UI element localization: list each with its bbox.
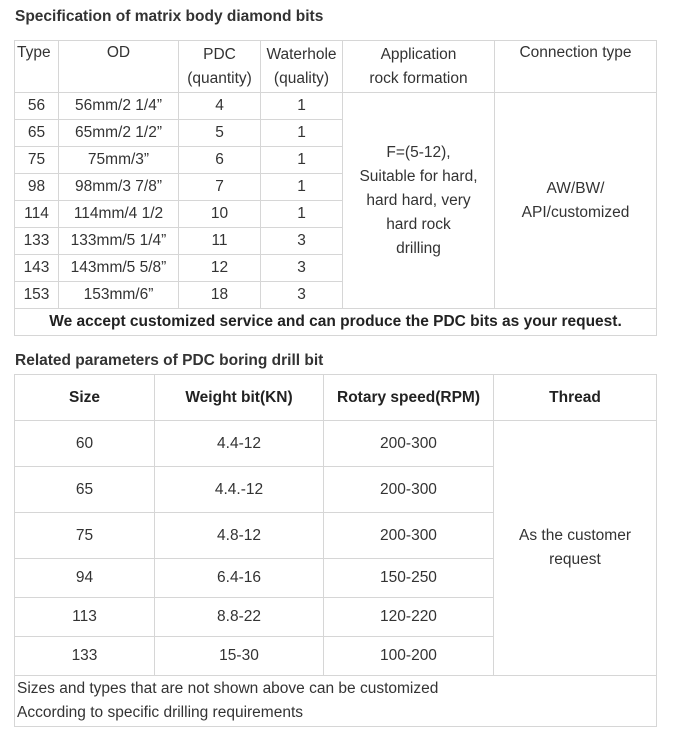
application-line: F=(5-12), <box>386 143 451 161</box>
table-row <box>15 421 657 467</box>
cell-size: 113 <box>15 598 155 637</box>
cell-od: 153mm/6” <box>59 282 179 309</box>
cell-size: 133 <box>15 637 155 676</box>
cell-pdc: 6 <box>179 147 261 174</box>
pdc-parameters-table <box>14 374 657 727</box>
cell-weight: 8.8-22 <box>155 598 324 637</box>
cell-size: 75 <box>15 513 155 559</box>
connection-line: AW/BW/ <box>546 179 605 197</box>
cell-speed: 120-220 <box>324 598 494 637</box>
header-od: OD <box>59 41 179 93</box>
header-waterhole <box>261 41 343 93</box>
cell-waterhole: 1 <box>261 147 343 174</box>
note-line: According to specific drilling requirements <box>17 704 304 721</box>
cell-speed: 100-200 <box>324 637 494 676</box>
thread-line: As the customer <box>519 527 631 544</box>
cell-type: 98 <box>15 174 59 201</box>
note-line: Sizes and types that are not shown above can be customized <box>17 680 439 697</box>
cell-speed: 200-300 <box>324 513 494 559</box>
cell-od: 143mm/5 5/8” <box>59 255 179 282</box>
header-size: Size <box>15 375 155 421</box>
cell-waterhole: 3 <box>261 228 343 255</box>
header-application-line1: Application <box>380 45 457 63</box>
table1-header-row <box>15 41 657 93</box>
cell-waterhole: 1 <box>261 120 343 147</box>
cell-od: 133mm/5 1/4” <box>59 228 179 255</box>
cell-type: 56 <box>15 93 59 120</box>
diamond-bits-spec-table <box>14 40 657 336</box>
cell-size: 60 <box>15 421 155 467</box>
cell-pdc: 11 <box>179 228 261 255</box>
application-line: hard hard, very <box>366 191 471 209</box>
table-row <box>15 93 657 120</box>
cell-type: 114 <box>15 201 59 228</box>
header-waterhole-line2: (quality) <box>273 69 330 87</box>
cell-waterhole: 3 <box>261 255 343 282</box>
cell-pdc: 7 <box>179 174 261 201</box>
header-thread: Thread <box>494 375 657 421</box>
header-weight: Weight bit(KN) <box>155 375 324 421</box>
table2-notes-row <box>15 676 657 727</box>
connection-line: API/customized <box>521 203 630 221</box>
cell-waterhole: 1 <box>261 201 343 228</box>
table1-title: Specification of matrix body diamond bits <box>15 8 324 25</box>
cell-pdc: 18 <box>179 282 261 309</box>
cell-od: 114mm/4 1/2 <box>59 201 179 228</box>
cell-od: 56mm/2 1/4” <box>59 93 179 120</box>
header-pdc-line2: (quantity) <box>187 69 252 87</box>
cell-type: 143 <box>15 255 59 282</box>
cell-weight: 4.4-12 <box>155 421 324 467</box>
cell-pdc: 4 <box>179 93 261 120</box>
cell-size: 94 <box>15 559 155 598</box>
header-pdc-line1: PDC <box>203 45 236 63</box>
cell-speed: 200-300 <box>324 421 494 467</box>
cell-pdc: 5 <box>179 120 261 147</box>
header-application <box>343 41 495 93</box>
cell-weight: 4.4.-12 <box>155 467 324 513</box>
table2-header-row <box>15 375 657 421</box>
thread-line: request <box>549 551 601 568</box>
cell-application <box>343 93 495 309</box>
cell-waterhole: 1 <box>261 93 343 120</box>
cell-waterhole: 3 <box>261 282 343 309</box>
table2-title: Related parameters of PDC boring drill bit <box>15 352 324 369</box>
header-connection: Connection type <box>495 41 657 93</box>
cell-weight: 4.8-12 <box>155 513 324 559</box>
header-speed: Rotary speed(RPM) <box>324 375 494 421</box>
application-line: drilling <box>396 239 441 257</box>
cell-speed: 200-300 <box>324 467 494 513</box>
cell-thread <box>494 421 657 676</box>
cell-size: 65 <box>15 467 155 513</box>
cell-od: 75mm/3” <box>59 147 179 174</box>
header-type: Type <box>15 41 59 93</box>
cell-pdc: 10 <box>179 201 261 228</box>
cell-pdc: 12 <box>179 255 261 282</box>
header-waterhole-line1: Waterhole <box>266 45 337 63</box>
application-line: hard rock <box>386 215 451 233</box>
cell-connection <box>495 93 657 309</box>
cell-speed: 150-250 <box>324 559 494 598</box>
application-line: Suitable for hard, <box>359 167 478 185</box>
header-application-line2: rock formation <box>369 69 468 87</box>
notes-cell <box>15 676 657 727</box>
cell-type: 133 <box>15 228 59 255</box>
cell-waterhole: 1 <box>261 174 343 201</box>
customization-notice: We accept customized service and can produce the PDC bits as your request. <box>15 309 657 336</box>
cell-weight: 15-30 <box>155 637 324 676</box>
cell-od: 65mm/2 1/2” <box>59 120 179 147</box>
cell-weight: 6.4-16 <box>155 559 324 598</box>
cell-type: 75 <box>15 147 59 174</box>
cell-type: 153 <box>15 282 59 309</box>
header-pdc <box>179 41 261 93</box>
table1-footer-row <box>15 309 657 336</box>
cell-type: 65 <box>15 120 59 147</box>
cell-od: 98mm/3 7/8” <box>59 174 179 201</box>
